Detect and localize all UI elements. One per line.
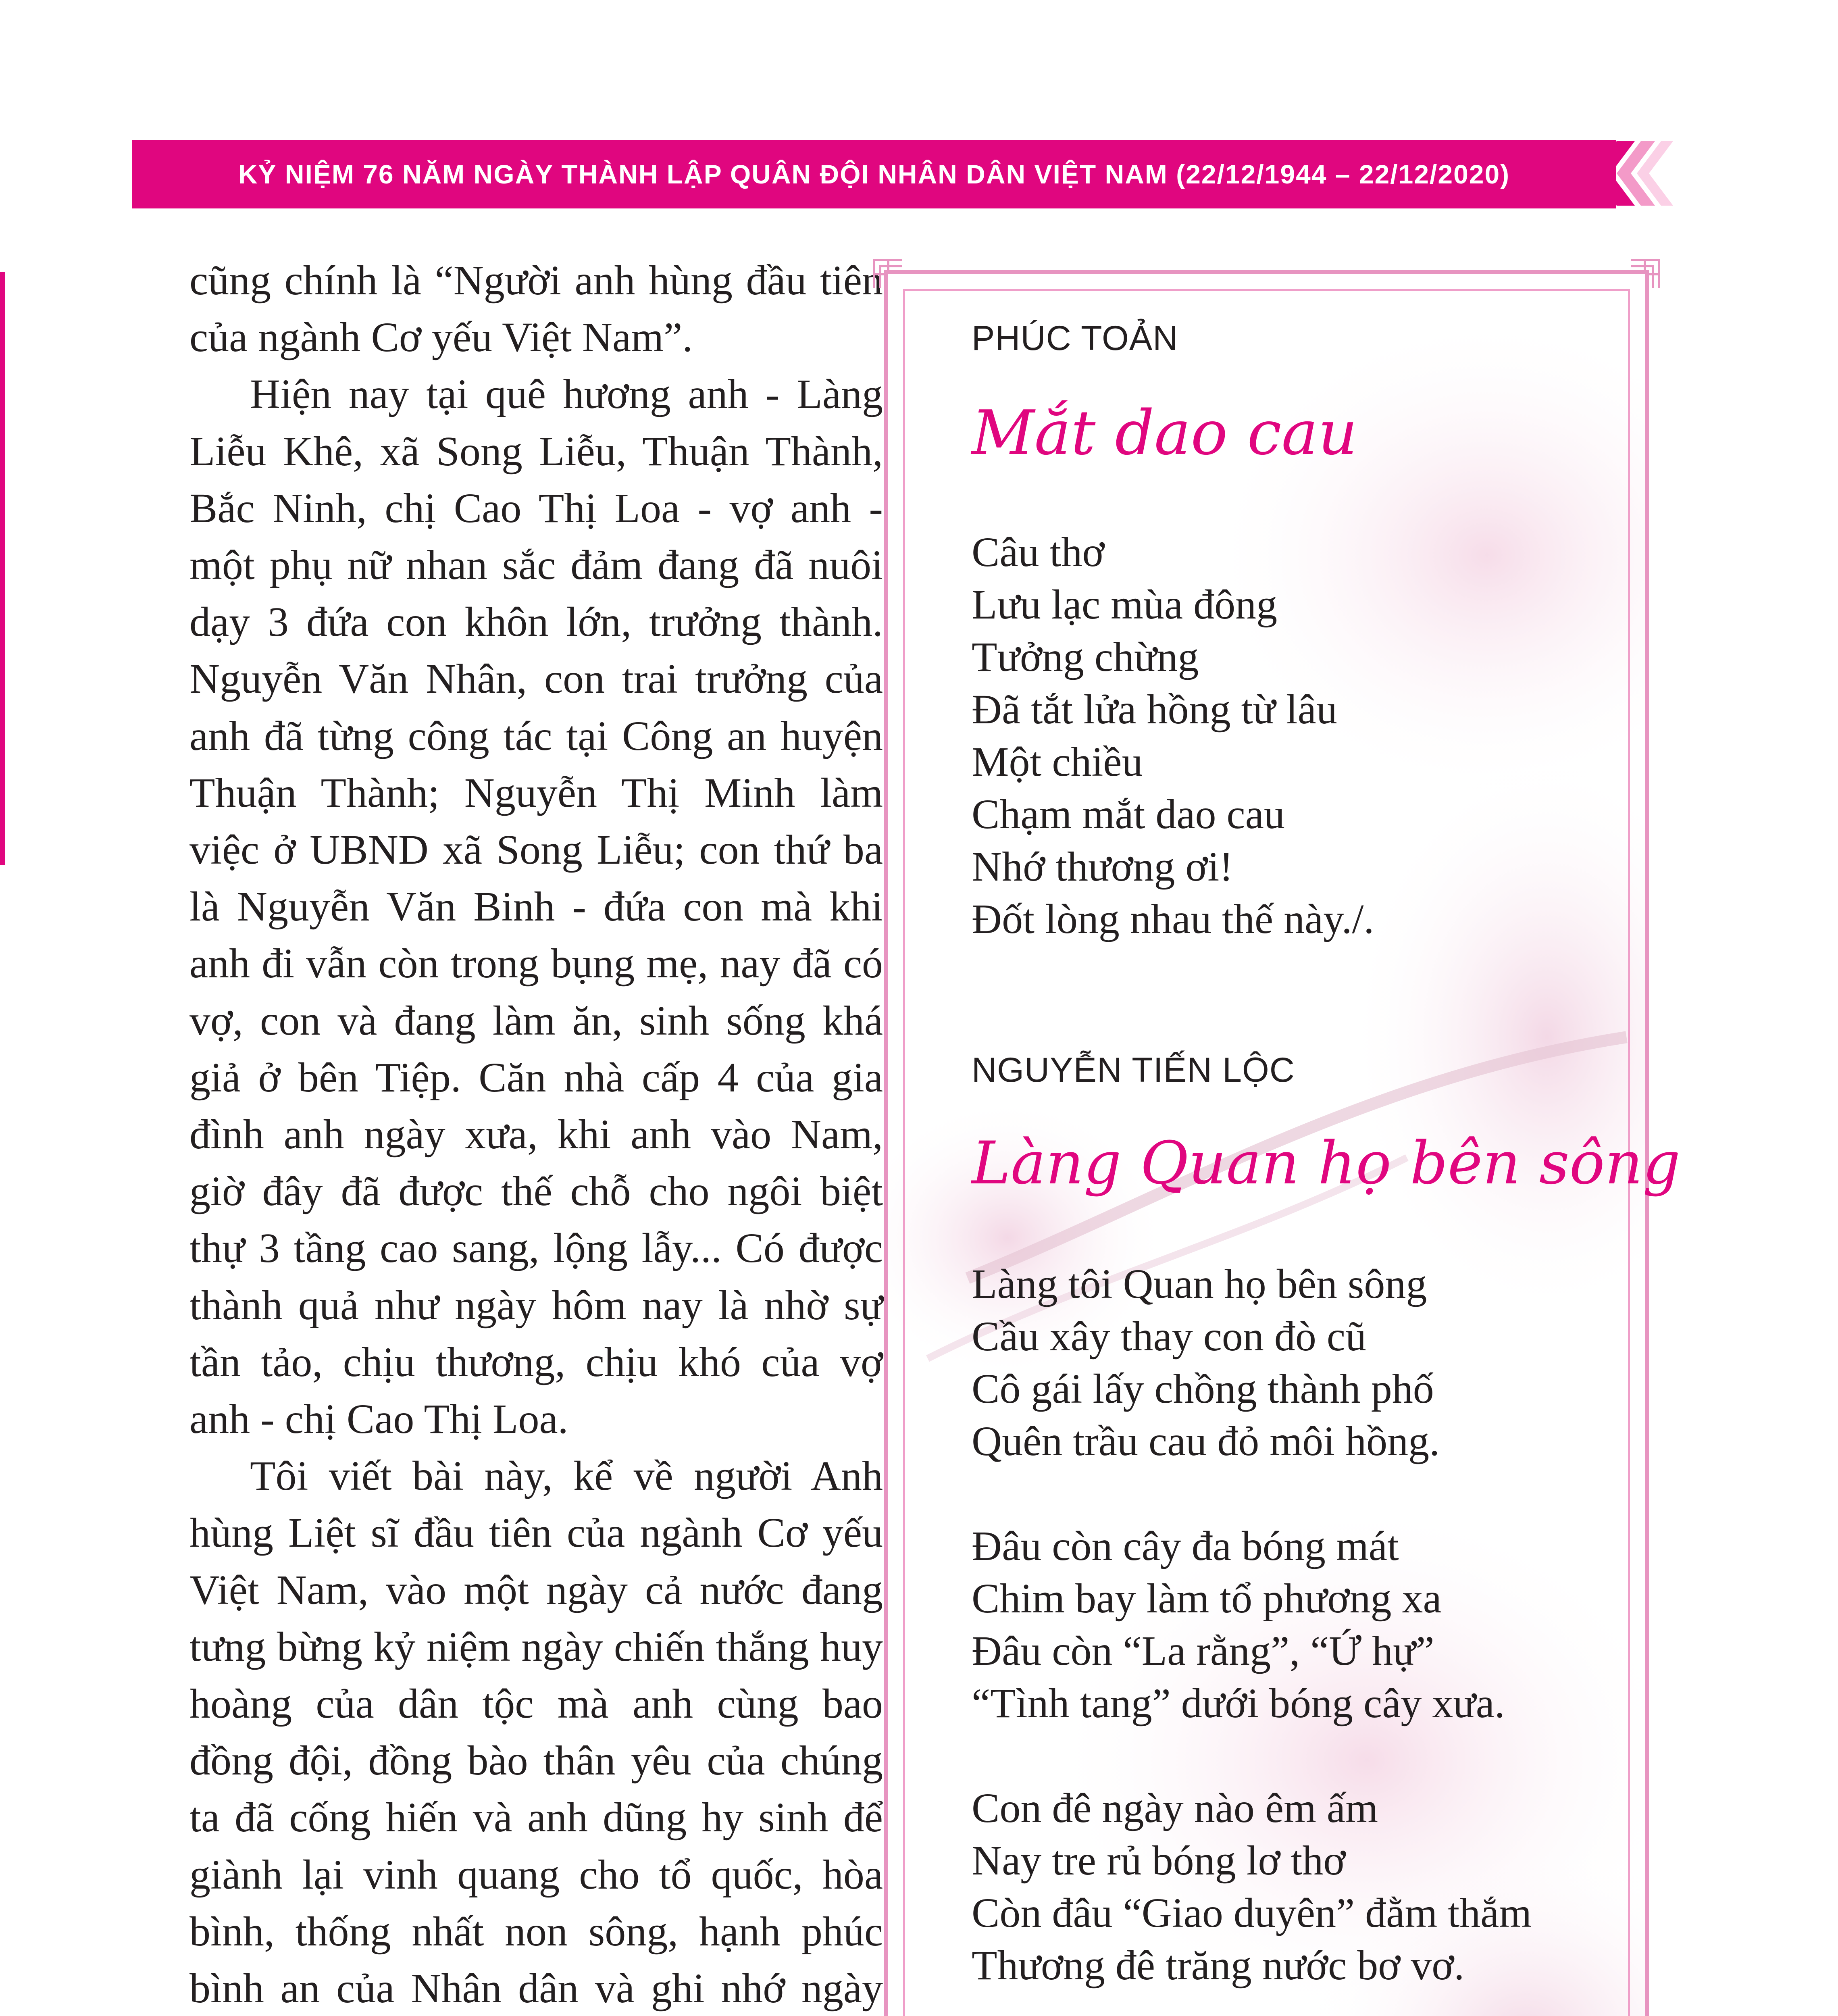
corner-ornament-icon [870, 256, 906, 292]
poem-line: Nay tre rủ bóng lơ thơ [972, 1837, 1346, 1884]
poem-author: PHÚC TOẢN [972, 319, 1178, 358]
poem-author: NGUYỄN TIẾN LỘC [972, 1051, 1295, 1089]
poem-title: Làng Quan họ bên sông [972, 1129, 1681, 1198]
poem-line: “Tình tang” dưới bóng cây xưa. [972, 1680, 1505, 1727]
poem-line: Đâu còn cây đa bóng mát [972, 1523, 1399, 1569]
article-paragraph: cũng chính là “Người anh hùng đầu tiên của ngành Cơ yếu Việt Nam”. [189, 257, 883, 361]
poem-line: Cầu xây thay con đò cũ [972, 1313, 1367, 1360]
poem-line: Một chiều [972, 739, 1143, 785]
poem-stanza [972, 1258, 1604, 1468]
poem-line: Đã tắt lửa hồng từ lâu [972, 686, 1337, 733]
poem-line: Cô gái lấy chồng thành phố [972, 1366, 1434, 1412]
poem-body [972, 526, 1374, 946]
poem-stanza [972, 1520, 1604, 1730]
poem-stanza [972, 526, 1374, 946]
poem-line: Còn đâu “Giao duyên” đằm thắm [972, 1890, 1532, 1936]
poem-line: Nhớ thương ơi! [972, 843, 1233, 890]
article-paragraph: Hiện nay tại quê hương anh - Làng Liễu Khê, xã Song Liễu, Thuận Thành, Bắc Ninh, chị Cao Thị Loa - vợ anh - một phụ nữ nhan sắc đảm đang đã nuôi dạy 3 đứa con khôn lớn, trưởng thành. Nguyễn Văn Nhân, con trai trưởng của anh đã từng công tác tại Công an huyện Thuận Thành; Nguyễn Thị Minh làm việc ở UBND xã Song Liễu; con thứ ba là Nguyễn Văn Binh - đứa con mà khi anh đi vẫn còn trong bụng mẹ, nay đã có vợ, con và đang làm ăn, sinh sống khá giả ở bên Tiệp. Căn nhà cấp 4 của gia đình anh ngày xưa, khi anh vào Nam, giờ đây đã được thế chỗ cho ngôi biệt thự 3 tầng cao sang, lộng lẫy... Có được thành quả như ngày hôm nay là nhờ sự tần tảo, chịu thương, chịu khó của vợ anh - chị Cao Thị Loa. [189, 371, 883, 1443]
poem-line: Chạm mắt dao cau [972, 791, 1285, 837]
poem-line: Lưu lạc mùa đông [972, 581, 1278, 628]
poem-line: Câu thơ [972, 529, 1105, 575]
article-paragraph: Tôi viết bài này, kể về người Anh hùng Liệt sĩ đầu tiên của ngành Cơ yếu Việt Nam, vào một ngày cả nước đang tưng bừng kỷ niệm ngày chiến thắng huy hoàng của dân tộc mà anh cùng bao đồng đội, đồng bào thân yêu của chúng ta đã cống hiến và anh dũng hy sinh để giành lại vinh quang cho tổ quốc, hòa bình, thống nhất non sông, hạnh phúc bình an của Nhân dân và ghi nhớ ngày [189, 1453, 883, 2012]
chevron-decoration-icon [1564, 133, 1685, 214]
poem-stanza [972, 1782, 1604, 1992]
poem-line: Thương đê trăng nước bơ vơ. [972, 1942, 1465, 1989]
poem-line: Quên trầu cau đỏ môi hồng. [972, 1418, 1440, 1464]
header-banner [132, 140, 1616, 208]
page-edge-bar [0, 272, 5, 865]
poem-body [972, 1258, 1604, 2016]
poem-title: Mắt dao cau [972, 397, 1358, 469]
article-body [189, 252, 883, 2016]
poem-line: Đốt lòng nhau thế này./. [972, 896, 1374, 942]
poem-line: Con đê ngày nào êm ấm [972, 1785, 1378, 1831]
poem-line: Chim bay làm tổ phương xa [972, 1575, 1442, 1622]
poem-line: Tưởng chừng [972, 634, 1199, 680]
banner-title: KỶ NIỆM 76 NĂM NGÀY THÀNH LẬP QUÂN ĐỘI NHÂN DÂN VIỆT NAM (22/12/1944 – 22/12/2020) [238, 159, 1510, 189]
poem-line: Đâu còn “La rằng”, “Ứ hự” [972, 1628, 1434, 1674]
poem-line: Làng tôi Quan họ bên sông [972, 1261, 1427, 1307]
corner-ornament-icon [1627, 256, 1663, 292]
